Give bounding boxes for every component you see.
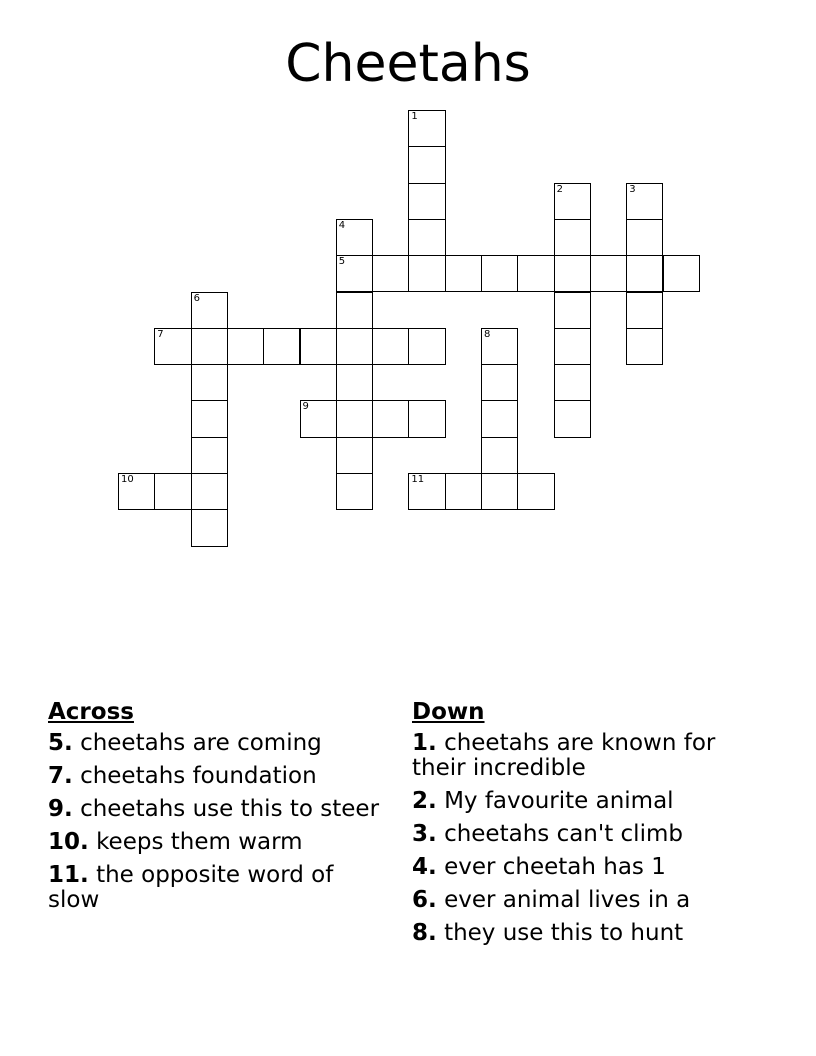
clue-down-4 [412,855,752,880]
crossword-cell[interactable] [517,473,554,510]
clue-text: cheetahs can't climb [444,821,683,847]
clue-number: 7. [48,763,73,789]
crossword-cell[interactable] [191,364,228,401]
puzzle-title: Cheetahs [285,34,531,94]
crossword-cell[interactable] [336,255,373,292]
crossword-cell[interactable] [227,328,264,365]
cell-number: 7 [157,328,164,340]
crossword-cell[interactable] [481,473,518,510]
crossword-cell[interactable] [191,400,228,437]
crossword-cell[interactable] [263,328,300,365]
crossword-cell[interactable] [408,110,445,147]
clue-text: ever animal lives in a [444,887,691,913]
clue-text: cheetahs are coming [80,730,322,756]
crossword-cell[interactable] [408,473,445,510]
clue-number: 2. [412,788,437,814]
crossword-cell[interactable] [554,364,591,401]
clue-down-2 [412,789,752,814]
clue-text: they use this to hunt [444,920,684,946]
clue-across-5 [48,731,388,756]
crossword-cell[interactable] [372,400,409,437]
down-clues [412,700,752,954]
clue-text: cheetahs foundation [80,763,317,789]
crossword-cell[interactable] [517,255,554,292]
crossword-cell[interactable] [154,328,191,365]
cell-number: 1 [411,111,418,122]
across-heading: Across [48,699,134,725]
crossword-cell[interactable] [191,437,228,474]
crossword-cell[interactable] [554,219,591,256]
crossword-cell[interactable] [336,437,373,474]
clue-across-11 [48,863,388,913]
crossword-cell[interactable] [554,292,591,329]
crossword-cell[interactable] [408,328,445,365]
crossword-cell[interactable] [481,437,518,474]
crossword-cell[interactable] [554,328,591,365]
crossword-cell[interactable] [408,183,445,220]
clue-number: 5. [48,730,73,756]
clue-number: 11. [48,862,89,888]
crossword-cell[interactable] [554,400,591,437]
crossword-cell[interactable] [191,292,228,329]
clue-text: My favourite animal [444,788,674,814]
crossword-cell[interactable] [445,255,482,292]
cell-number: 9 [302,401,309,413]
crossword-cell[interactable] [336,292,373,329]
crossword-cell[interactable] [626,219,663,256]
crossword-cell[interactable] [408,255,445,292]
crossword-cell[interactable] [372,328,409,365]
clue-across-7 [48,764,388,789]
crossword-cell[interactable] [626,255,663,292]
crossword-cell[interactable] [408,400,445,437]
cell-number: 11 [411,474,425,485]
crossword-cell[interactable] [626,328,663,365]
crossword-cell[interactable] [191,328,228,365]
crossword-cell[interactable] [626,183,663,220]
crossword-cell[interactable] [626,292,663,329]
crossword-cell[interactable] [408,219,445,256]
clue-text: keeps them warm [96,829,303,855]
crossword-cell[interactable] [336,400,373,437]
crossword-cell[interactable] [408,146,445,183]
cell-number: 10 [121,474,134,485]
clue-number: 3. [412,821,437,847]
cell-number: 6 [193,292,200,304]
crossword-cell[interactable] [118,473,155,510]
cell-number: 5 [338,256,346,268]
clue-down-8 [412,921,752,946]
clue-text: the opposite word of slow [48,862,334,913]
crossword-cell[interactable] [336,328,373,365]
crossword-cell[interactable] [336,219,373,256]
clue-number: 1. [412,730,437,756]
clue-number: 4. [412,854,437,880]
crossword-cell[interactable] [191,473,228,510]
clue-number: 9. [48,796,73,822]
cell-number: 3 [629,183,636,195]
crossword-cell[interactable] [445,473,482,510]
crossword-cell[interactable] [663,255,700,292]
cell-number: 8 [484,328,491,340]
clue-number: 8. [412,920,437,946]
crossword-cell[interactable] [336,473,373,510]
crossword-cell[interactable] [554,183,591,220]
clue-across-10 [48,830,388,855]
crossword-cell[interactable] [481,255,518,292]
crossword-cell[interactable] [372,255,409,292]
across-clues [48,700,388,921]
down-heading: Down [412,699,485,725]
clue-text: ever cheetah has 1 [444,854,666,880]
cell-number: 2 [556,183,563,195]
clue-across-9 [48,797,388,822]
clue-down-6 [412,888,752,913]
crossword-cell[interactable] [481,328,518,365]
clue-down-1 [412,731,752,781]
clue-text: cheetahs use this to steer [80,796,380,822]
crossword-cell[interactable] [300,400,337,437]
clue-number: 10. [48,829,89,855]
clue-text: cheetahs are known for their incredible [412,730,716,781]
cell-number: 4 [338,219,346,231]
crossword-cell[interactable] [191,509,228,546]
crossword-cell[interactable] [554,255,591,292]
crossword-cell[interactable] [590,255,627,292]
crossword-cell[interactable] [481,364,518,401]
crossword-cell[interactable] [336,364,373,401]
clue-down-3 [412,822,752,847]
crossword-cell[interactable] [154,473,191,510]
crossword-cell[interactable] [481,400,518,437]
clue-number: 6. [412,887,437,913]
crossword-cell[interactable] [300,328,337,365]
